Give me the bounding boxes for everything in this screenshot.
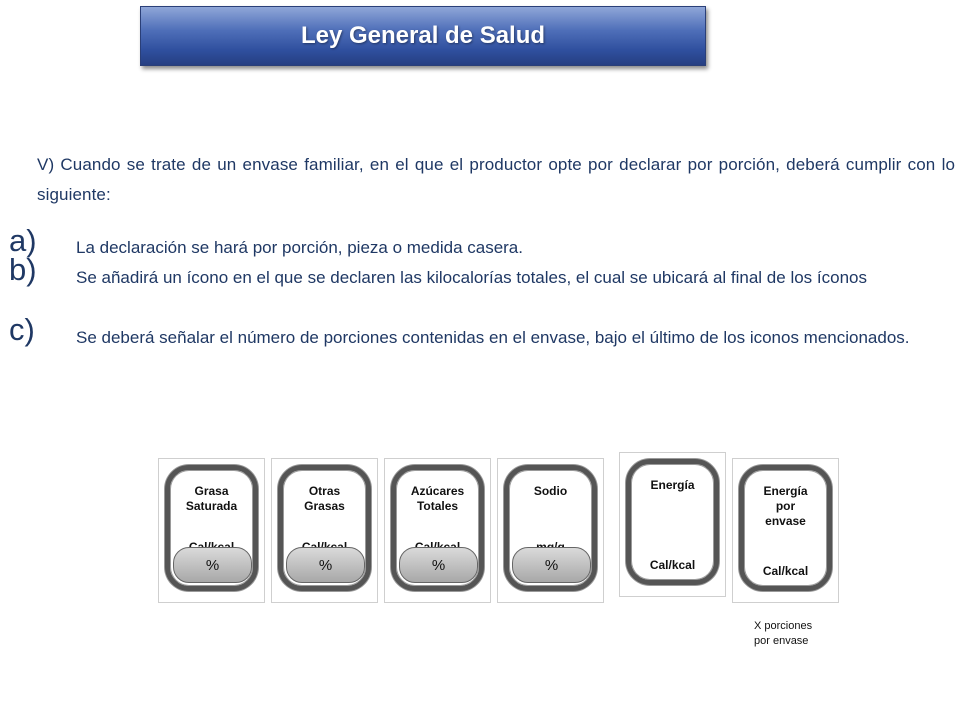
percent-badge: % <box>173 547 252 583</box>
item-a-text: La declaración se hará por porción, pieza o medida casera. <box>76 238 523 257</box>
item-c-text: Se deberá señalar el número de porciones contenidas en el envase, bajo el último de los iconos mencionados. <box>76 328 910 347</box>
nutrient-label-shape <box>391 465 484 591</box>
nutrient-label-shape <box>278 465 371 591</box>
icon-grasa-saturada <box>158 458 265 603</box>
icon-energia-por-envase <box>732 458 839 603</box>
marker-c: c) <box>9 312 35 347</box>
nutrient-name: Grasa Saturada <box>185 484 238 513</box>
nutrient-name: Azúcares Totales <box>410 484 465 513</box>
icon-otras-grasas <box>271 458 378 603</box>
nutrient-unit: Cal/kcal <box>762 564 809 578</box>
title-banner <box>140 6 706 66</box>
nutrient-label-shape <box>165 465 258 591</box>
percent-badge: % <box>399 547 478 583</box>
marker-b: b) <box>9 252 37 287</box>
nutrient-label-shape <box>504 465 597 591</box>
icon-azucares-totales <box>384 458 491 603</box>
page-title: Ley General de Salud <box>300 22 546 49</box>
percent-badge: % <box>512 547 591 583</box>
nutrient-label-shape <box>626 459 719 585</box>
icon-sodio <box>497 458 604 603</box>
portions-footnote: X porciones por envase <box>754 620 813 647</box>
nutrient-name: Sodio <box>533 484 568 498</box>
percent-badge: % <box>286 547 365 583</box>
nutrient-name: Energía por envase <box>763 484 808 528</box>
icon-energia <box>619 452 726 597</box>
item-b-text: Se añadirá un ícono en el que se declaren las kilocalorías totales, el cual se ubicará al final de los íconos <box>76 268 867 287</box>
marker-a: a) <box>9 223 37 258</box>
nutrient-name: Energía <box>650 478 695 492</box>
nutrient-unit: Cal/kcal <box>649 558 696 572</box>
nutrient-label-shape <box>739 465 832 591</box>
intro-paragraph: V) Cuando se trate de un envase familiar, en el que el productor opte por declarar por porción, deberá cumplir con lo siguiente: <box>37 155 955 204</box>
nutrient-name: Otras Grasas <box>304 484 345 513</box>
